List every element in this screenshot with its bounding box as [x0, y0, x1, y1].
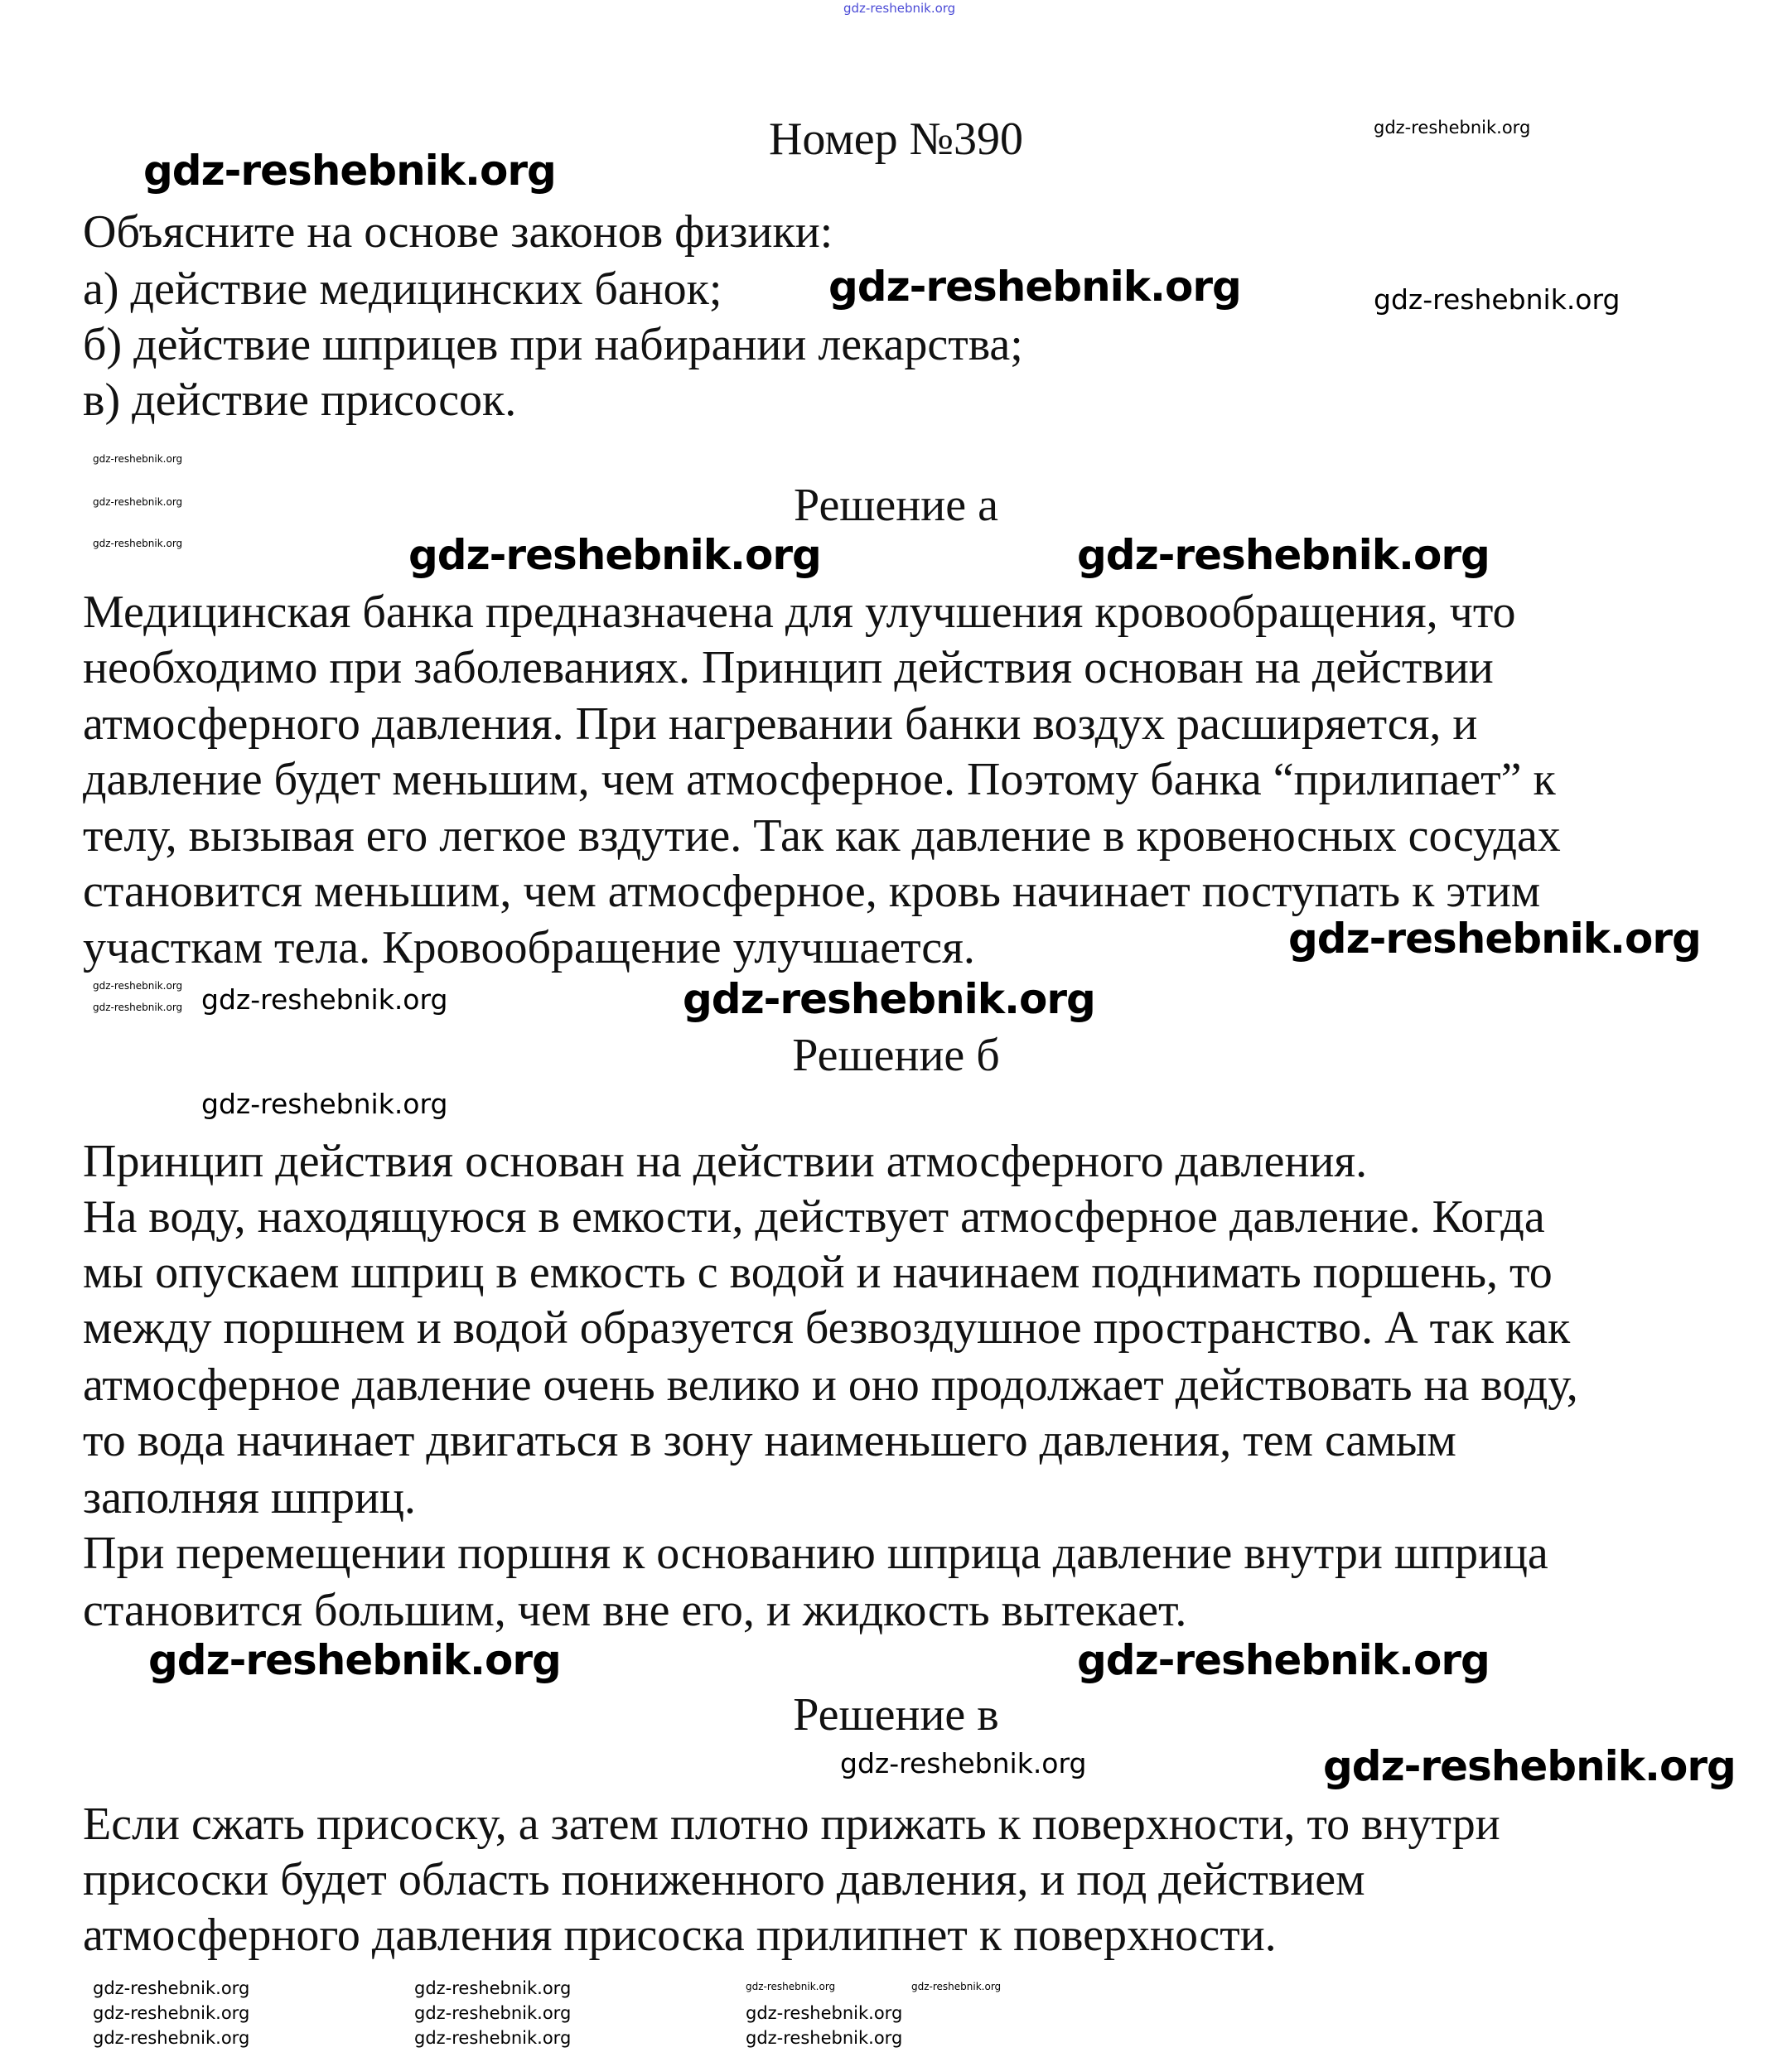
watermark: gdz-reshebnik.org: [414, 2003, 572, 2023]
watermark: gdz-reshebnik.org: [201, 983, 448, 1016]
watermark: gdz-reshebnik.org: [414, 2028, 572, 2048]
solution-b-heading: Решение б: [792, 1030, 1000, 1081]
question-item-c: в) действие присосок.: [83, 374, 517, 426]
solution-b-line: Принцип действия основан на действии атмосферного давления.: [83, 1136, 1368, 1187]
watermark: gdz-reshebnik.org: [93, 2003, 250, 2023]
watermark: gdz-reshebnik.org: [93, 496, 183, 508]
solution-a-line: давление будет меньшим, чем атмосферное. Поэтому банка “прилипает” к: [83, 754, 1556, 805]
solution-a-line: становится меньшим, чем атмосферное, кровь начинает поступать к этим: [83, 866, 1541, 917]
watermark: gdz-reshebnik.org: [148, 1636, 561, 1684]
watermark: gdz-reshebnik.org: [93, 538, 183, 549]
question-item-a: а) действие медицинских банок;: [83, 263, 722, 315]
solution-a-line: необходимо при заболеваниях. Принцип действия основан на действии: [83, 642, 1494, 693]
watermark: gdz-reshebnik.org: [93, 453, 183, 465]
watermark: gdz-reshebnik.org: [414, 1978, 572, 1998]
watermark: gdz-reshebnik.org: [911, 1981, 1002, 1992]
solution-b-line: становится большим, чем вне его, и жидкость вытекает.: [83, 1585, 1187, 1636]
solution-b-line: то вода начинает двигаться в зону наименьшего давления, тем самым: [83, 1415, 1456, 1466]
solution-c-line: присоски будет область пониженного давления, и под действием: [83, 1854, 1365, 1905]
solution-c-line: атмосферного давления присоска прилипнет к поверхности.: [83, 1910, 1277, 1961]
watermark: gdz-reshebnik.org: [1288, 915, 1701, 963]
solution-b-line: атмосферное давление очень велико и оно продолжает действовать на воду,: [83, 1359, 1578, 1411]
watermark: gdz-reshebnik.org: [1323, 1742, 1736, 1790]
solution-a-line: участкам тела. Кровообращение улучшается.: [83, 922, 975, 973]
watermark: gdz-reshebnik.org: [746, 1981, 836, 1992]
solution-b-line: При перемещении поршня к основанию шприца давление внутри шприца: [83, 1528, 1548, 1579]
watermark: gdz-reshebnik.org: [143, 147, 556, 195]
watermark: gdz-reshebnik.org: [828, 263, 1241, 311]
solution-b-line: На воду, находящуюся в емкости, действует атмосферное давление. Когда: [83, 1191, 1545, 1243]
watermark: gdz-reshebnik.org: [93, 1002, 183, 1013]
watermark: gdz-reshebnik.org: [1374, 283, 1621, 316]
solution-c-line: Если сжать присоску, а затем плотно прижать к поверхности, то внутри: [83, 1799, 1500, 1850]
watermark: gdz-reshebnik.org: [93, 980, 183, 992]
solution-a-line: атмосферного давления. При нагревании банки воздух расширяется, и: [83, 698, 1478, 750]
solution-b-line: заполняя шприц.: [83, 1472, 416, 1523]
watermark: gdz-reshebnik.org: [1077, 1636, 1490, 1684]
watermark: gdz-reshebnik.org: [746, 2003, 903, 2023]
watermark: gdz-reshebnik.org: [840, 1747, 1087, 1779]
page-title: Номер №390: [768, 113, 1024, 165]
solution-b-line: между поршнем и водой образуется безвоздушное пространство. А так как: [83, 1302, 1571, 1354]
solution-a-heading: Решение а: [794, 480, 998, 531]
watermark: gdz-reshebnik.org: [1374, 118, 1531, 138]
question-item-b: б) действие шприцев при набирании лекарства;: [83, 319, 1023, 370]
watermark: gdz-reshebnik.org: [201, 1088, 448, 1120]
watermark: gdz-reshebnik.org: [683, 975, 1095, 1023]
solution-a-line: Медицинская банка предназначена для улучшения кровообращения, что: [83, 587, 1516, 638]
solution-b-line: мы опускаем шприц в емкость с водой и начинаем поднимать поршень, то: [83, 1247, 1553, 1298]
watermark: gdz-reshebnik.org: [93, 2028, 250, 2048]
watermark: gdz-reshebnik.org: [1077, 531, 1490, 579]
watermark: gdz-reshebnik.org: [843, 1, 956, 16]
question-intro: Объясните на основе законов физики:: [83, 206, 833, 258]
solution-c-heading: Решение в: [793, 1689, 999, 1741]
watermark: gdz-reshebnik.org: [93, 1978, 250, 1998]
watermark: gdz-reshebnik.org: [408, 531, 821, 579]
watermark: gdz-reshebnik.org: [746, 2028, 903, 2048]
solution-a-line: телу, вызывая его легкое вздутие. Так как давление в кровеносных сосудах: [83, 810, 1561, 862]
